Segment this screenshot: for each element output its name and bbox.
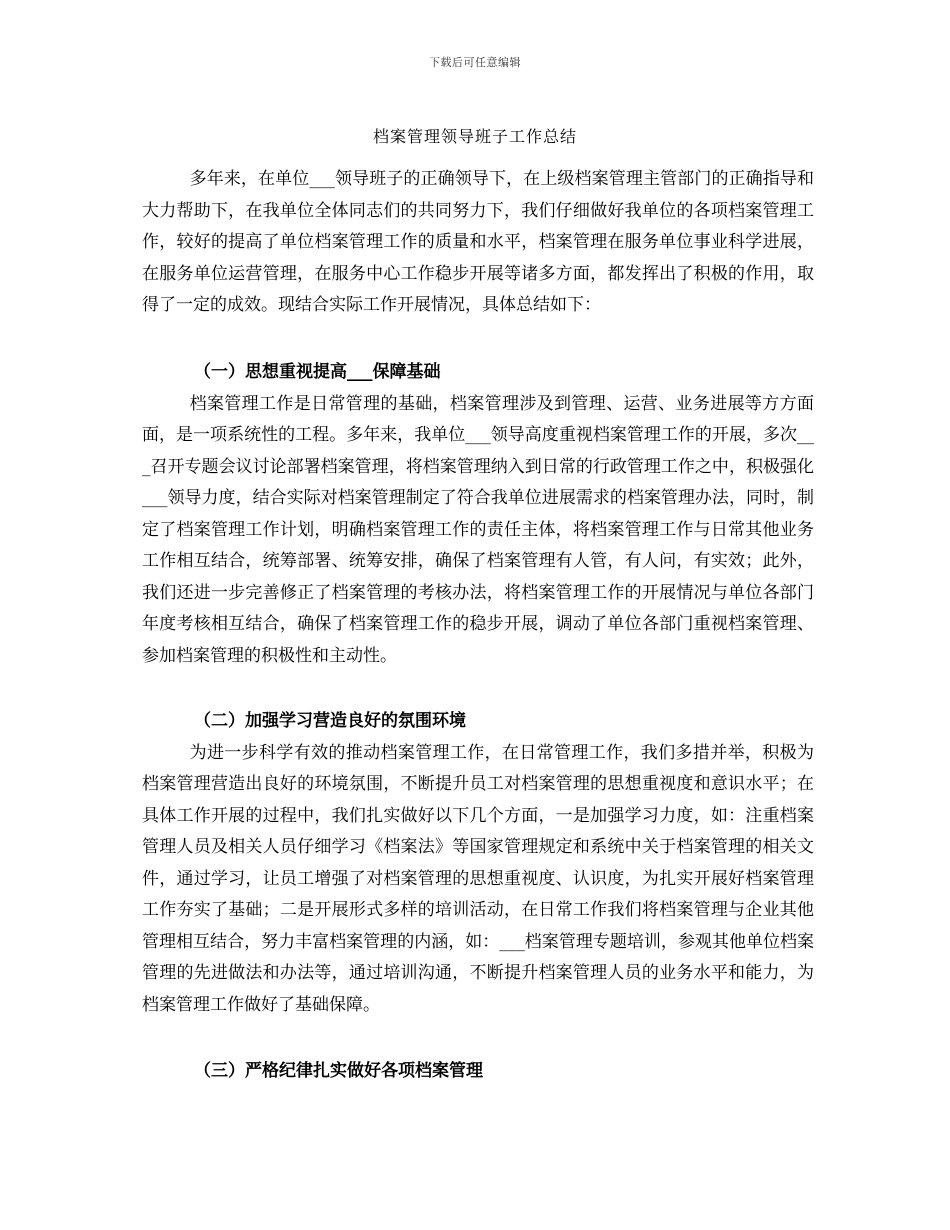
intro-block bbox=[142, 164, 814, 322]
header-note: 下载后可任意编辑 bbox=[429, 56, 521, 69]
section-1-heading: （一）思想重视提高___保障基础 bbox=[194, 362, 441, 382]
section-1 bbox=[142, 357, 814, 672]
section-1-paragraph: 档案管理工作是日常管理的基础，档案管理涉及到管理、运营、业务进展等方方面面，是一项系统性的工程。多年来，我单位___领导高度重视档案管理工作的开展，多次___召开专题会议讨论部署档案管理，将档案管理纳入到日常的行政管理工作之中，积极强化___领导力度，结合实际对档案管理制定了符合我单位进展需求的档案管理办法，同时，制定了档案管理工作计划，明确档案管理工作的责任主体，将档案管理工作与日常其他业务工作相互结合，统筹部署、统筹安排，确保了档案管理有人管，有人问，有实效；此外，我们还进一步完善修正了档案管理的考核办法，将档案管理工作的开展情况与单位各部门年度考核相互结合，确保了档案管理工作的稳步开展，调动了单位各部门重视档案管理、参加档案管理的积极性和主动性。 bbox=[142, 393, 814, 666]
section-2 bbox=[142, 706, 814, 1021]
section-2-paragraph: 为进一步科学有效的推动档案管理工作，在日常管理工作，我们多措并举，积极为档案管理营造出良好的环境氛围，不断提升员工对档案管理的思想重视度和意识水平；在具体工作开展的过程中，我们扎实做好以下几个方面，一是加强学习力度，如：注重档案管理人员及相关人员仔细学习《档案法》等国家管理规定和系统中关于档案管理的相关文件，通过学习，让员工增强了对档案管理的思想重视度、认识度，为扎实开展好档案管理工作夯实了基础；二是开展形式多样的培训活动，在日常工作我们将档案管理与企业其他管理相互结合，努力丰富档案管理的内涵，如：___档案管理专题培训，参观其他单位档案管理的先进做法和办法等，通过培训沟通，不断提升档案管理人员的业务水平和能力，为档案管理工作做好了基础保障。 bbox=[142, 742, 814, 1015]
intro-paragraph: 多年来，在单位___领导班子的正确领导下，在上级档案管理主管部门的正确指导和大力帮助下，在我单位全体同志们的共同努力下，我们仔细做好我单位的各项档案管理工作，较好的提高了单位档案管理工作的质量和水平，档案管理在服务单位事业科学进展，在服务单位运营管理，在服务中心工作稳步开展等诸多方面，都发挥出了积极的作用，取得了一定的成效。现结合实际工作开展情况，具体总结如下： bbox=[142, 169, 814, 315]
section-2-heading: （二）加强学习营造良好的氛围环境 bbox=[194, 711, 466, 731]
section-3 bbox=[142, 1056, 814, 1088]
document-title: 档案管理领导班子工作总结 bbox=[372, 127, 577, 146]
section-3-heading: （三）严格纪律扎实做好各项档案管理 bbox=[194, 1061, 483, 1081]
